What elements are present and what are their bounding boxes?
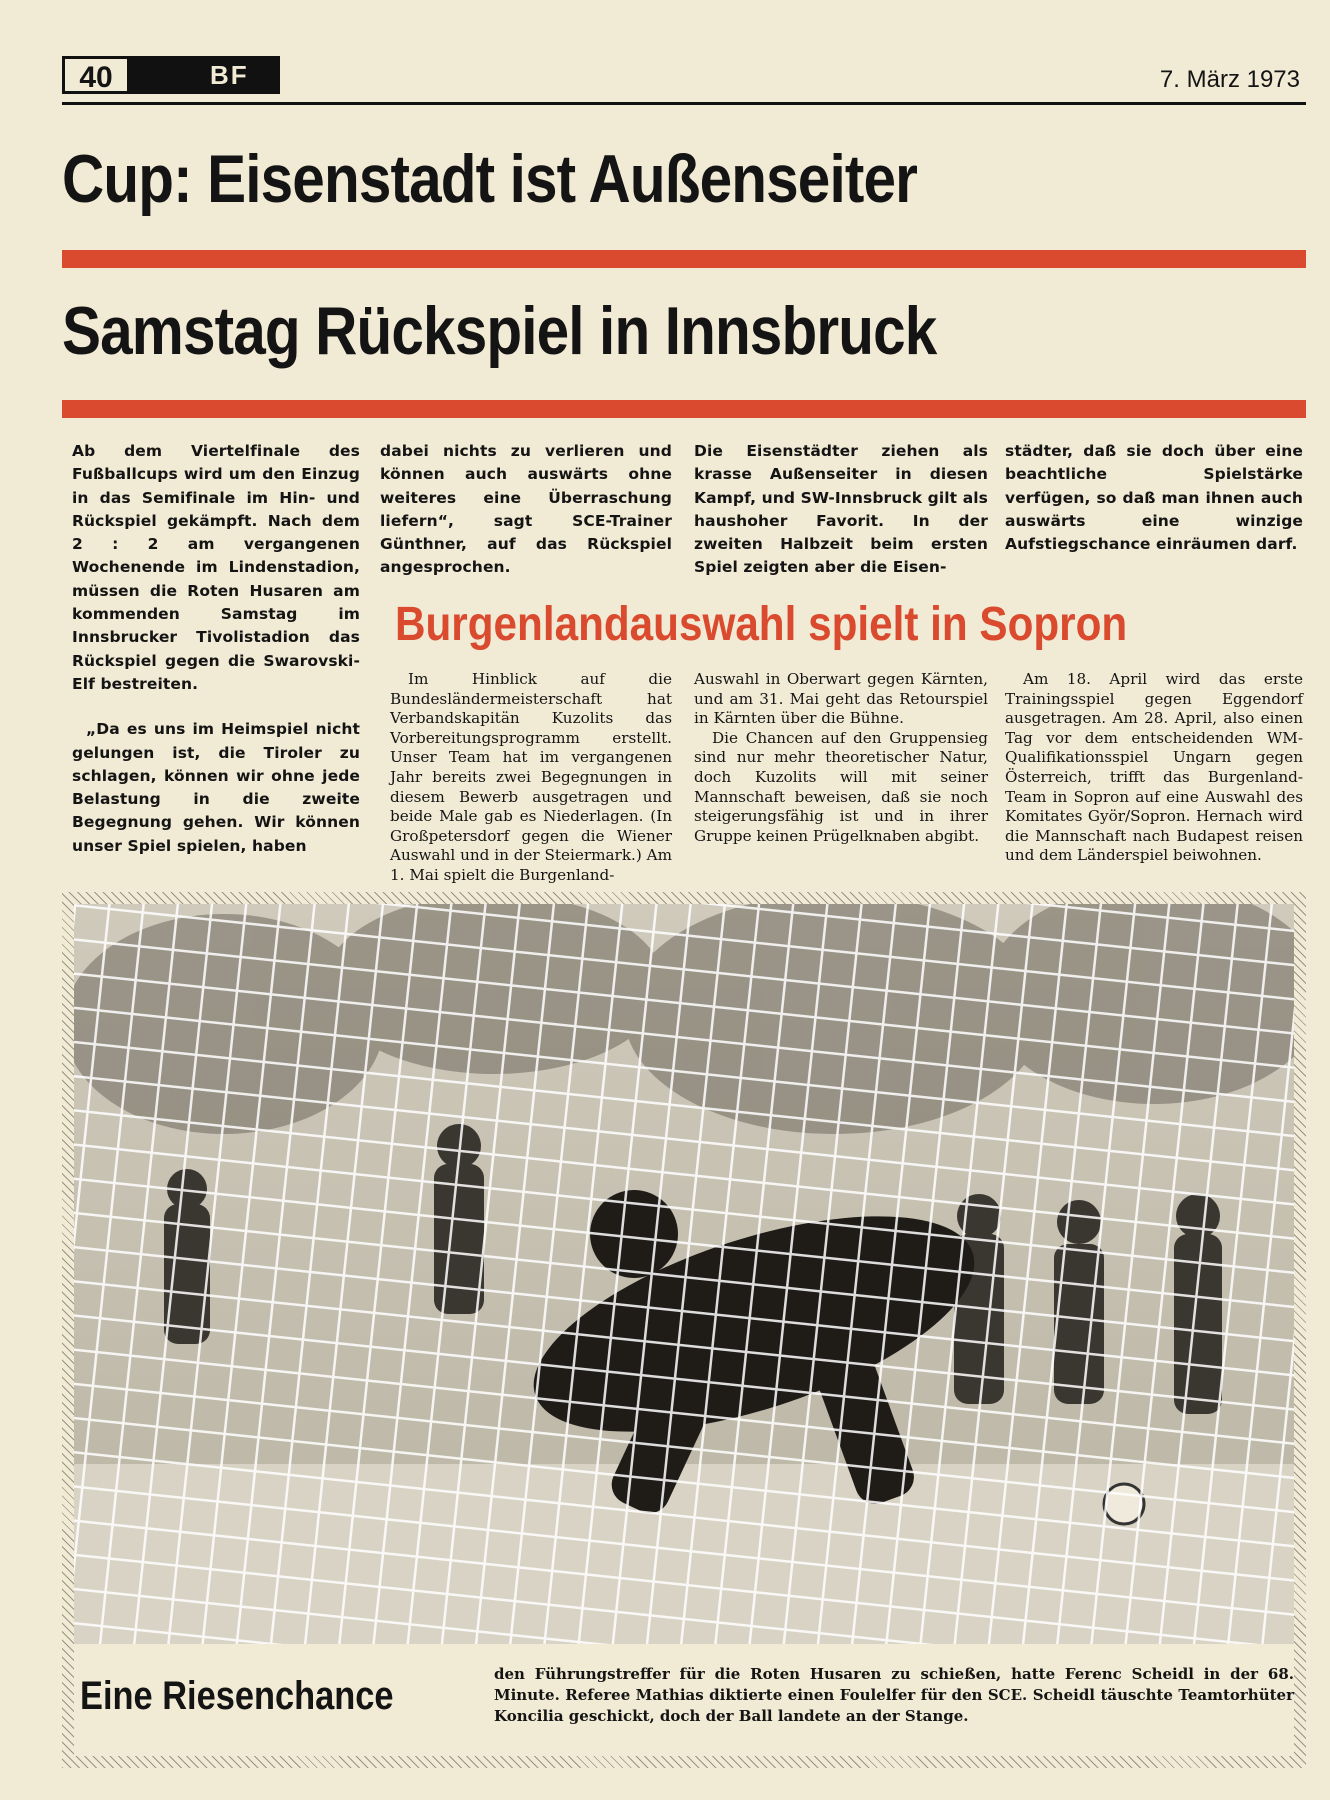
second-article-headline: Burgenlandauswahl spielt in Sopron [395, 598, 1128, 651]
section-tag: BF [130, 56, 280, 94]
lead-article-column-1 [72, 440, 360, 858]
article-paragraph: Auswahl in Oberwart gegen Kärnten, und am 31. Mai geht das Retourspiel in Kärnten über die Bühne. [694, 670, 988, 728]
lead-paragraph: dabei nichts zu verlieren und können auch auswärts ohne weiteres eine Überraschung liefern“, sagt SCE-Trainer Günthner, auf das Rückspiel angesprochen. [380, 442, 672, 577]
article-paragraph: Am 18. April wird das erste Trainingsspiel gegen Eggendorf ausgetragen. Am 28. April, also einen Tag vor dem entscheidenden WM-Qualifikationsspiel Ungarn gegen Österreich, trifft das Burgenland-Team in Sopron auf eine Auswahl des Komitates Györ/Sopron. Hernach wird die Mannschaft nach Budapest reisen und dem Länderspiel beiwohnen. [1005, 670, 1303, 865]
lead-paragraph: städter, daß sie doch über eine beachtliche Spielstärke verfügen, so daß man ihnen auch auswärts eine winzige Aufstiegschance einräumen darf. [1005, 442, 1303, 554]
lead-article-column-4 [1005, 440, 1303, 556]
issue-date: 7. März 1973 [1159, 66, 1300, 93]
second-article-column-1 [390, 670, 672, 886]
page-number: 40 [62, 56, 130, 94]
lead-article-column-2 [380, 440, 672, 580]
photo-caption-text: den Führungstreffer für die Roten Husaren zu schießen, hatte Ferenc Scheidl in der 68. Minute. Referee Mathias diktierte einen Foulelfer für den SCE. Scheidl täuschte Teamtorhüter Koncilia geschickt, doch der Ball landete an der Stange. [494, 1665, 1294, 1725]
second-article-column-2 [694, 670, 988, 846]
photo-caption-title: Eine Riesenchance [80, 1674, 394, 1718]
photo-frame [62, 892, 1306, 1768]
lead-paragraph: Die Eisenstädter ziehen als krasse Außenseiter in diesen Kampf, und SW-Innsbruck gilt als haushoher Favorit. In der zweiten Halbzeit beim ersten Spiel zeigten aber die Eisen- [694, 442, 988, 577]
football-goal-photo [74, 904, 1294, 1644]
lead-article-column-3 [694, 440, 988, 580]
article-paragraph: Im Hinblick auf die Bundesländermeisterschaft hat Verbandskapitän Kuzolits das Vorbereitungsprogramm erstellt. Unser Team hat im vergangenen Jahr bereits zwei Begegnungen in diesem Bewerb ausgetragen und beide Male gab es Niederlagen. (In Großpetersdorf gegen die Wiener Auswahl und in der Steiermark.) Am 1. Mai spielt die Burgenland- [390, 670, 672, 884]
headline-secondary: Samstag Rückspiel in Innsbruck [62, 293, 937, 369]
header-rule [62, 102, 1306, 105]
lead-paragraph: „Da es uns im Heimspiel nicht gelungen ist, die Tiroler zu schlagen, können wir ohne jede Belastung in die zweite Begegnung gehen. Wir können unser Spiel spielen, haben [72, 720, 360, 855]
photo-inner [74, 904, 1294, 1756]
red-rule-1 [62, 250, 1306, 268]
article-paragraph: Die Chancen auf den Gruppensieg sind nur mehr theoretischer Natur, doch Kuzolits will mit seiner Mannschaft beweisen, daß sie noch steigerungsfähig ist und in ihrer Gruppe keinen Prügelknaben abgibt. [694, 728, 988, 845]
red-rule-2 [62, 400, 1306, 418]
headline-main: Cup: Eisenstadt ist Außenseiter [62, 141, 918, 217]
second-article-column-3 [1005, 670, 1303, 866]
lead-paragraph: Ab dem Viertelfinale des Fußballcups wird um den Einzug in das Semifinale im Hin- und Rückspiel gekämpft. Nach dem 2 : 2 am vergangenen Wochenende im Lindenstadion, müssen die Roten Husaren am kommenden Samstag im Innsbrucker Tivolistadion das Rückspiel gegen die Swarovski-Elf bestreiten. [72, 442, 360, 693]
